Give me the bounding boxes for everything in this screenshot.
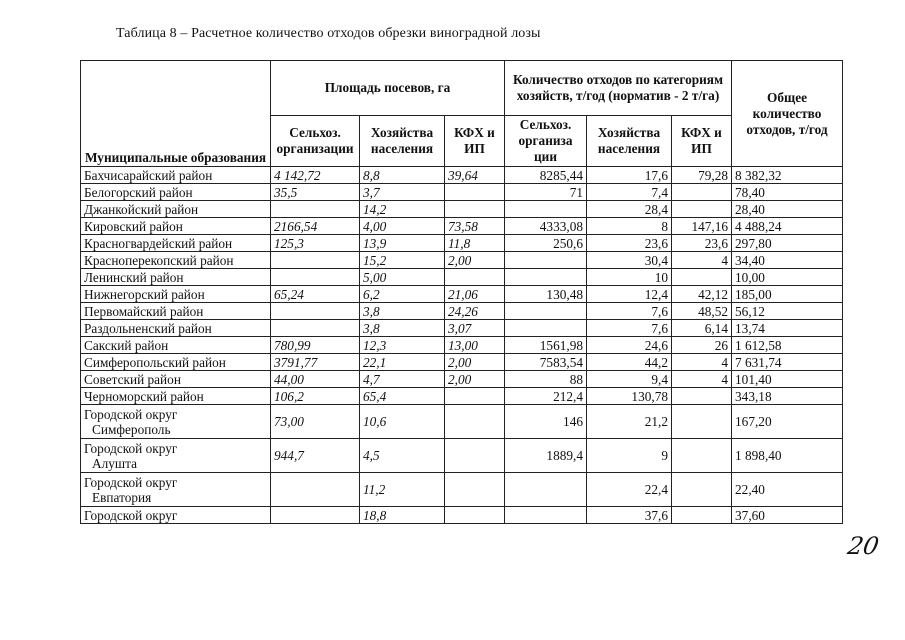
table-row	[81, 405, 843, 439]
cell-area-house: 6,2	[360, 286, 445, 303]
cell-area-agri	[271, 201, 360, 218]
cell-waste-agri: 130,48	[505, 286, 587, 303]
cell-area-kfh: 2,00	[445, 354, 505, 371]
cell-waste-agri	[505, 507, 587, 524]
cell-waste-kfh: 79,28	[672, 167, 732, 184]
cell-waste-house: 130,78	[587, 388, 672, 405]
cell-total: 8 382,32	[732, 167, 843, 184]
cell-waste-kfh: 147,16	[672, 218, 732, 235]
cell-waste-agri	[505, 252, 587, 269]
cell-waste-kfh	[672, 507, 732, 524]
cell-waste-kfh: 26	[672, 337, 732, 354]
cell-area-kfh	[445, 184, 505, 201]
header-waste-group: Количество отходов по категориям хозяйств, т/год (норматив - 2 т/га)	[505, 61, 732, 116]
header-area-group: Площадь посевов, га	[271, 61, 505, 116]
cell-municipality: Симферопольский район	[81, 354, 271, 371]
cell-total: 1 612,58	[732, 337, 843, 354]
cell-total: 7 631,74	[732, 354, 843, 371]
cell-area-agri: 35,5	[271, 184, 360, 201]
cell-area-agri: 2166,54	[271, 218, 360, 235]
cell-area-kfh: 2,00	[445, 371, 505, 388]
cell-total: 56,12	[732, 303, 843, 320]
cell-area-agri: 780,99	[271, 337, 360, 354]
cell-waste-house: 7,6	[587, 320, 672, 337]
cell-area-agri: 73,00	[271, 405, 360, 439]
cell-waste-kfh	[672, 184, 732, 201]
cell-area-kfh: 21,06	[445, 286, 505, 303]
cell-waste-house: 28,4	[587, 201, 672, 218]
cell-waste-agri: 8285,44	[505, 167, 587, 184]
cell-municipality: Кировский район	[81, 218, 271, 235]
municipality-line-1: Городской округ	[84, 474, 178, 490]
cell-waste-house: 30,4	[587, 252, 672, 269]
cell-total: 101,40	[732, 371, 843, 388]
cell-waste-agri: 7583,54	[505, 354, 587, 371]
cell-area-kfh	[445, 439, 505, 473]
cell-waste-kfh: 4	[672, 371, 732, 388]
cell-area-house: 14,2	[360, 201, 445, 218]
cell-waste-kfh	[672, 405, 732, 439]
cell-waste-house: 21,2	[587, 405, 672, 439]
cell-area-house: 65,4	[360, 388, 445, 405]
cell-area-house: 10,6	[360, 405, 445, 439]
cell-area-agri	[271, 252, 360, 269]
cell-municipality: Нижнегорский район	[81, 286, 271, 303]
header-area-agri: Сельхоз. организации	[271, 116, 360, 167]
cell-area-house: 12,3	[360, 337, 445, 354]
cell-area-kfh: 24,26	[445, 303, 505, 320]
header-waste-kfh: КФХ и ИП	[672, 116, 732, 167]
table-row	[81, 337, 843, 354]
cell-waste-kfh: 4	[672, 354, 732, 371]
cell-municipality: Советский район	[81, 371, 271, 388]
cell-total: 28,40	[732, 201, 843, 218]
table-row	[81, 371, 843, 388]
table-body	[81, 167, 843, 524]
cell-area-kfh	[445, 405, 505, 439]
cell-area-kfh: 2,00	[445, 252, 505, 269]
cell-area-kfh: 39,64	[445, 167, 505, 184]
cell-waste-kfh	[672, 439, 732, 473]
cell-total: 167,20	[732, 405, 843, 439]
waste-table	[80, 60, 843, 524]
cell-waste-house: 7,4	[587, 184, 672, 201]
cell-area-agri: 3791,77	[271, 354, 360, 371]
header-area-house: Хозяйства населения	[360, 116, 445, 167]
cell-area-kfh: 11,8	[445, 235, 505, 252]
cell-total: 297,80	[732, 235, 843, 252]
header-area-kfh: КФХ и ИП	[445, 116, 505, 167]
cell-municipality: Ленинский район	[81, 269, 271, 286]
cell-municipality	[81, 439, 271, 473]
cell-area-kfh: 13,00	[445, 337, 505, 354]
municipality-line-2: Евпатория	[92, 489, 152, 505]
cell-waste-agri: 1889,4	[505, 439, 587, 473]
header-waste-agri: Сельхоз. организа ции	[505, 116, 587, 167]
cell-waste-kfh	[672, 201, 732, 218]
cell-municipality: Сакский район	[81, 337, 271, 354]
table-row	[81, 252, 843, 269]
cell-area-kfh	[445, 388, 505, 405]
cell-waste-house: 12,4	[587, 286, 672, 303]
cell-area-house: 4,5	[360, 439, 445, 473]
cell-municipality: Красногвардейский район	[81, 235, 271, 252]
cell-total: 185,00	[732, 286, 843, 303]
cell-area-agri	[271, 507, 360, 524]
cell-area-kfh	[445, 473, 505, 507]
cell-waste-house: 24,6	[587, 337, 672, 354]
municipality-line-1: Городской округ	[84, 440, 178, 456]
cell-waste-house: 9	[587, 439, 672, 473]
table-row	[81, 167, 843, 184]
cell-area-kfh: 3,07	[445, 320, 505, 337]
header-total: Общее количество отходов, т/год	[732, 61, 843, 167]
cell-area-kfh	[445, 507, 505, 524]
cell-area-house: 13,9	[360, 235, 445, 252]
cell-area-house: 22,1	[360, 354, 445, 371]
cell-waste-agri: 1561,98	[505, 337, 587, 354]
cell-waste-house: 8	[587, 218, 672, 235]
cell-waste-agri: 146	[505, 405, 587, 439]
cell-waste-kfh	[672, 473, 732, 507]
cell-area-kfh	[445, 201, 505, 218]
table-row	[81, 388, 843, 405]
cell-area-kfh	[445, 269, 505, 286]
header-municipal: Муниципальные образования	[81, 61, 271, 167]
cell-area-house: 4,7	[360, 371, 445, 388]
table-row	[81, 507, 843, 524]
cell-waste-kfh: 4	[672, 252, 732, 269]
cell-area-agri	[271, 320, 360, 337]
table-row	[81, 286, 843, 303]
cell-area-agri: 106,2	[271, 388, 360, 405]
cell-waste-agri	[505, 320, 587, 337]
cell-area-house: 5,00	[360, 269, 445, 286]
cell-total: 34,40	[732, 252, 843, 269]
cell-waste-agri: 4333,08	[505, 218, 587, 235]
cell-area-agri	[271, 303, 360, 320]
cell-area-agri	[271, 473, 360, 507]
cell-area-house: 18,8	[360, 507, 445, 524]
cell-waste-kfh	[672, 269, 732, 286]
table-row	[81, 354, 843, 371]
table-row	[81, 303, 843, 320]
cell-waste-kfh: 48,52	[672, 303, 732, 320]
cell-area-agri: 65,24	[271, 286, 360, 303]
cell-area-house: 4,00	[360, 218, 445, 235]
cell-waste-house: 9,4	[587, 371, 672, 388]
cell-waste-kfh: 6,14	[672, 320, 732, 337]
cell-waste-agri: 212,4	[505, 388, 587, 405]
cell-area-house: 3,8	[360, 320, 445, 337]
cell-waste-house: 23,6	[587, 235, 672, 252]
cell-municipality: Красноперекопский район	[81, 252, 271, 269]
table-row	[81, 473, 843, 507]
header-waste-house: Хозяйства населения	[587, 116, 672, 167]
municipality-line-2: Алушта	[92, 455, 138, 471]
cell-municipality	[81, 473, 271, 507]
cell-waste-agri: 88	[505, 371, 587, 388]
table-row	[81, 184, 843, 201]
cell-area-house: 11,2	[360, 473, 445, 507]
cell-waste-house: 37,6	[587, 507, 672, 524]
table-row	[81, 320, 843, 337]
cell-area-agri: 944,7	[271, 439, 360, 473]
cell-municipality: Городской округ	[81, 507, 271, 524]
cell-total: 343,18	[732, 388, 843, 405]
cell-area-agri: 44,00	[271, 371, 360, 388]
cell-total: 4 488,24	[732, 218, 843, 235]
cell-total: 1 898,40	[732, 439, 843, 473]
cell-total: 10,00	[732, 269, 843, 286]
cell-waste-agri	[505, 473, 587, 507]
cell-municipality: Бахчисарайский район	[81, 167, 271, 184]
cell-municipality: Черноморский район	[81, 388, 271, 405]
cell-area-house: 3,8	[360, 303, 445, 320]
cell-municipality: Раздольненский район	[81, 320, 271, 337]
cell-municipality: Джанкойский район	[81, 201, 271, 218]
cell-municipality	[81, 405, 271, 439]
cell-total: 22,40	[732, 473, 843, 507]
municipality-line-2: Симферополь	[92, 421, 171, 437]
cell-area-agri: 4 142,72	[271, 167, 360, 184]
cell-waste-house: 7,6	[587, 303, 672, 320]
cell-waste-agri: 250,6	[505, 235, 587, 252]
municipality-line-1: Городской округ	[84, 406, 178, 422]
table-row	[81, 439, 843, 473]
cell-area-kfh: 73,58	[445, 218, 505, 235]
cell-waste-kfh	[672, 388, 732, 405]
page-number: 20	[845, 532, 882, 560]
cell-total: 37,60	[732, 507, 843, 524]
cell-total: 78,40	[732, 184, 843, 201]
cell-area-house: 15,2	[360, 252, 445, 269]
table-row	[81, 201, 843, 218]
cell-waste-house: 22,4	[587, 473, 672, 507]
cell-waste-house: 17,6	[587, 167, 672, 184]
table-row	[81, 218, 843, 235]
cell-waste-agri	[505, 303, 587, 320]
cell-waste-kfh: 42,12	[672, 286, 732, 303]
cell-area-house: 8,8	[360, 167, 445, 184]
cell-waste-agri	[505, 269, 587, 286]
cell-waste-house: 44,2	[587, 354, 672, 371]
cell-area-agri	[271, 269, 360, 286]
table-row	[81, 269, 843, 286]
cell-area-agri: 125,3	[271, 235, 360, 252]
cell-municipality: Белогорский район	[81, 184, 271, 201]
cell-waste-kfh: 23,6	[672, 235, 732, 252]
cell-waste-house: 10	[587, 269, 672, 286]
cell-municipality: Первомайский район	[81, 303, 271, 320]
cell-area-house: 3,7	[360, 184, 445, 201]
cell-waste-agri	[505, 201, 587, 218]
table-row	[81, 235, 843, 252]
table-caption: Таблица 8 – Расчетное количество отходов обрезки виноградной лозы	[116, 26, 541, 41]
cell-waste-agri: 71	[505, 184, 587, 201]
cell-total: 13,74	[732, 320, 843, 337]
